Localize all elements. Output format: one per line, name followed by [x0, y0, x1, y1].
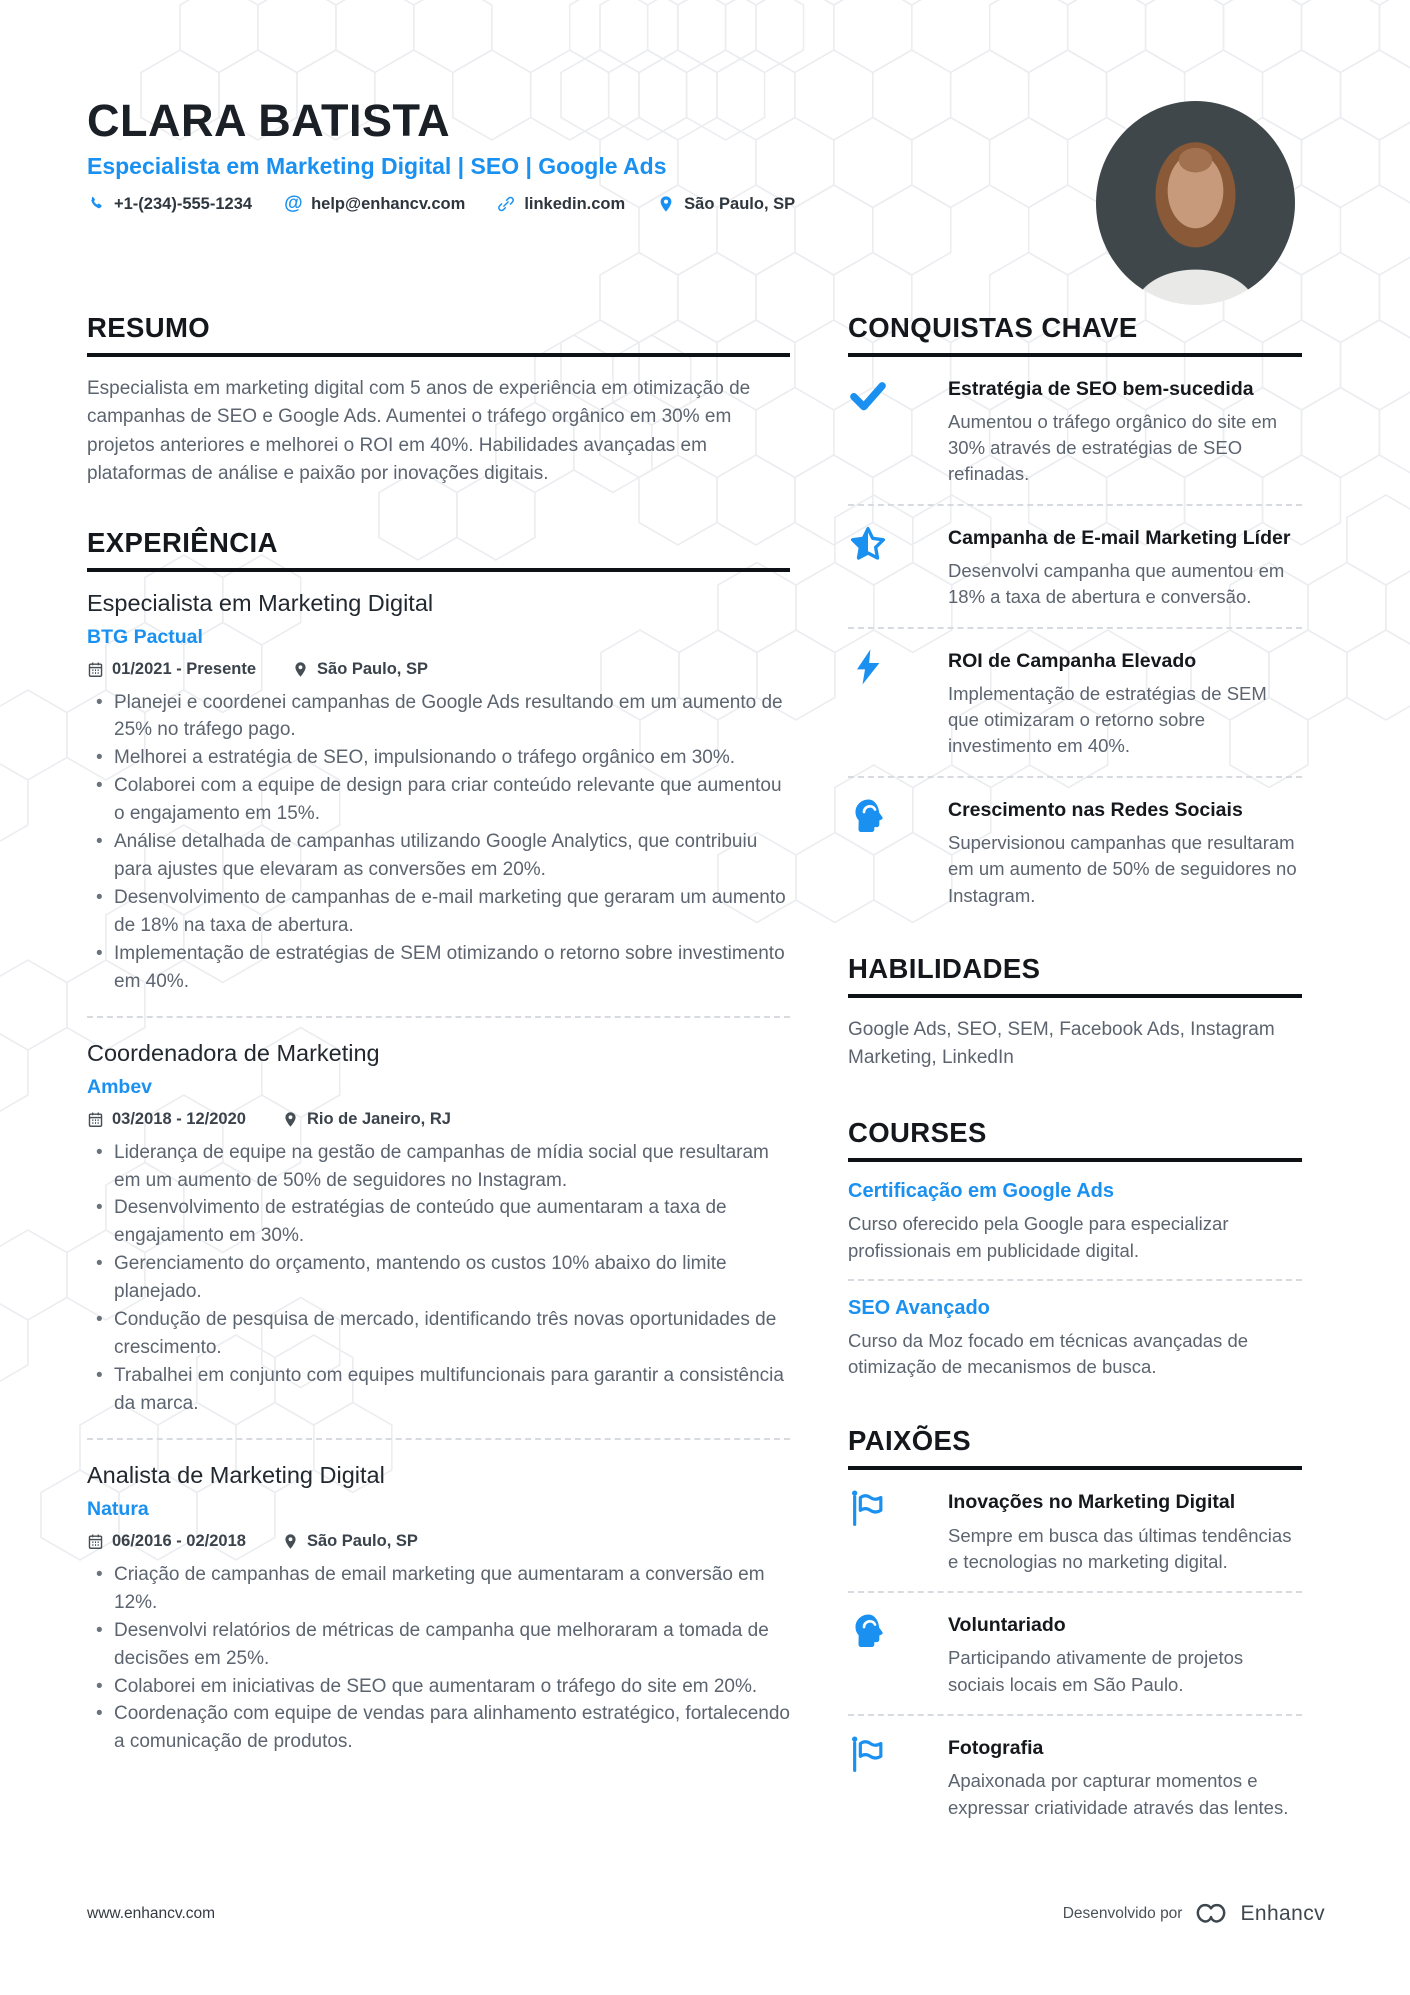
location-pin-icon	[657, 195, 675, 213]
job-company: Natura	[87, 1497, 149, 1520]
achievement-text: Aumentou o tráfego orgânico do site em 30% através de estratégias de SEO refinadas.	[948, 410, 1278, 485]
footer-site-link[interactable]: www.enhancv.com	[87, 1905, 216, 1922]
achievement-item	[848, 627, 1302, 760]
flag-icon	[848, 1488, 888, 1528]
job-bullet: • Melhorei a estratégia de SEO, impulsionando o tráfego orgânico em 30%.	[87, 744, 790, 772]
check-icon	[848, 375, 888, 415]
achievement-text: Desenvolvi campanha que aumentou em 18% a taxa de abertura e conversão.	[948, 560, 1285, 608]
job-title: Especialista em Marketing Digital	[87, 589, 434, 616]
job-bullet: • Desenvolvimento de campanhas de e-mail marketing que geraram um aumento de 18% na taxa de abertura.	[87, 884, 790, 940]
footer-developed-by: Desenvolvido por	[1062, 1905, 1183, 1922]
passion-list	[848, 1488, 1302, 1821]
contact-link[interactable]	[497, 195, 625, 214]
job-dates-label: 01/2021 - Presente	[112, 659, 257, 678]
enhancv-logo-icon	[1193, 1901, 1229, 1927]
job-meta	[87, 1532, 790, 1551]
contact-phone[interactable]	[87, 195, 252, 214]
passion-item	[848, 1714, 1302, 1821]
right-column	[848, 312, 1302, 1821]
paixoes-title: PAIXÕES	[848, 1425, 1302, 1470]
achievement-title: Campanha de E-mail Marketing Líder	[948, 526, 1291, 549]
job-bullet: • Trabalhei em conjunto com equipes multifuncionais para garantir a consistência da marca.	[87, 1362, 790, 1418]
contact-location	[657, 195, 795, 214]
job-location	[282, 1110, 451, 1129]
job-bullets	[87, 1561, 790, 1756]
passion-title: Fotografia	[948, 1736, 1044, 1759]
location-pin-icon	[292, 661, 309, 678]
resumo-title: RESUMO	[87, 312, 790, 357]
job-dates-label: 06/2016 - 02/2018	[112, 1531, 246, 1550]
flag-icon	[848, 1734, 888, 1774]
passion-text: Sempre em busca das últimas tendências e tecnologias no marketing digital.	[948, 1524, 1292, 1572]
contact-email[interactable]	[284, 195, 465, 214]
job-list	[87, 590, 790, 1757]
job-location-label: São Paulo, SP	[317, 659, 428, 678]
job-location	[292, 660, 428, 679]
habilidades-title: HABILIDADES	[848, 953, 1302, 998]
job-dates	[87, 660, 256, 679]
section-paixoes	[848, 1425, 1302, 1821]
candidate-name: CLARA BATISTA	[87, 95, 451, 146]
course-text: Curso oferecido pela Google para especializar profissionais em publicidade digital.	[848, 1212, 1229, 1261]
job-bullet: • Implementação de estratégias de SEM otimizando o retorno sobre investimento em 40%.	[87, 940, 790, 996]
job-location-label: Rio de Janeiro, RJ	[306, 1109, 451, 1128]
at-icon: @	[284, 193, 303, 214]
course-entry	[848, 1180, 1302, 1265]
section-resumo	[87, 312, 790, 489]
passion-text: Apaixonada por capturar momentos e expressar criatividade através das lentes.	[948, 1770, 1289, 1818]
contact-phone-label: +1-(234)-555-1234	[114, 194, 253, 213]
profile-photo	[1096, 101, 1295, 305]
link-icon	[497, 195, 515, 213]
habilidades-text: Google Ads, SEO, SEM, Facebook Ads, Instagram Marketing, LinkedIn	[848, 1018, 1275, 1069]
section-conquistas	[848, 312, 1302, 909]
passion-item	[848, 1488, 1302, 1575]
enhancv-wordmark: Enhancv	[1240, 1902, 1325, 1925]
achievement-title: ROI de Campanha Elevado	[948, 649, 1197, 672]
job-bullet: • Análise detalhada de campanhas utilizando Google Analytics, que contribuiu para ajustes que elevaram as conversões em 20%.	[87, 828, 790, 884]
phone-icon	[87, 195, 105, 213]
job-bullets	[87, 1139, 790, 1418]
job-title: Analista de Marketing Digital	[87, 1461, 385, 1488]
passion-item	[848, 1591, 1302, 1698]
achievement-title: Crescimento nas Redes Sociais	[948, 798, 1243, 821]
job-dates-label: 03/2018 - 12/2020	[112, 1109, 246, 1128]
passion-text: Participando ativamente de projetos sociais locais em São Paulo.	[948, 1647, 1244, 1695]
location-pin-icon	[282, 1111, 299, 1128]
passion-title: Inovações no Marketing Digital	[948, 1491, 1236, 1514]
course-title: SEO Avançado	[848, 1296, 990, 1319]
course-entry	[848, 1279, 1302, 1382]
achievement-item	[848, 504, 1302, 611]
achievement-text: Implementação de estratégias de SEM que otimizaram o retorno sobre investimento em 40%.	[948, 682, 1267, 757]
job-bullets	[87, 689, 790, 996]
location-pin-icon	[282, 1533, 299, 1550]
candidate-headline: Especialista em Marketing Digital | SEO | Google Ads	[87, 152, 667, 179]
contact-link-label: linkedin.com	[524, 194, 626, 213]
achievement-item	[848, 776, 1302, 909]
job-bullet: • Liderança de equipe na gestão de campanhas de mídia social que resultaram em um aumento de 50% de seguidores no Instagram.	[87, 1139, 790, 1195]
bolt-icon	[848, 647, 888, 687]
job-bullet: • Desenvolvi relatórios de métricas de campanha que melhoraram a tomada de decisões em 25%.	[87, 1617, 790, 1673]
job-location	[282, 1532, 418, 1551]
head-icon	[848, 796, 888, 836]
section-habilidades	[848, 953, 1302, 1073]
job-meta	[87, 1110, 790, 1129]
course-title: Certificação em Google Ads	[848, 1179, 1114, 1202]
job-bullet: • Colaborei com a equipe de design para criar conteúdo relevante que aumentou o engajamento em 15%.	[87, 772, 790, 828]
left-column	[87, 312, 790, 1757]
job-dates	[87, 1110, 246, 1129]
experiencia-title: EXPERIÊNCIA	[87, 527, 790, 572]
job-location-label: São Paulo, SP	[306, 1531, 418, 1550]
job-meta	[87, 660, 790, 679]
contact-email-label: help@enhancv.com	[311, 194, 466, 213]
footer	[87, 1901, 1325, 1927]
contact-location-label: São Paulo, SP	[684, 194, 796, 213]
job-dates	[87, 1532, 246, 1551]
job-bullet: • Coordenação com equipe de vendas para alinhamento estratégico, fortalecendo a comunicação de produtos.	[87, 1700, 790, 1756]
head-icon	[848, 1611, 888, 1651]
job-bullet: • Condução de pesquisa de mercado, identificando três novas oportunidades de crescimento.	[87, 1306, 790, 1362]
section-experiencia	[87, 527, 790, 1757]
calendar-icon	[87, 661, 104, 678]
job-company: Ambev	[87, 1075, 153, 1098]
achievement-item	[848, 375, 1302, 488]
achievement-text: Supervisionou campanhas que resultaram em um aumento de 50% de seguidores no Instagram.	[948, 832, 1297, 906]
job-title: Coordenadora de Marketing	[87, 1039, 380, 1066]
courses-title: COURSES	[848, 1117, 1302, 1162]
achievement-title: Estratégia de SEO bem-sucedida	[948, 377, 1254, 400]
passion-title: Voluntariado	[948, 1614, 1066, 1637]
job-bullet: • Gerenciamento do orçamento, mantendo os custos 10% abaixo do limite planejado.	[87, 1250, 790, 1306]
conquistas-title: CONQUISTAS CHAVE	[848, 312, 1302, 357]
achievement-list	[848, 375, 1302, 909]
job-bullet: • Planejei e coordenei campanhas de Google Ads resultando em um aumento de 25% no tráfego pago.	[87, 689, 790, 745]
calendar-icon	[87, 1111, 104, 1128]
course-text: Curso da Moz focado em técnicas avançadas de otimização de mecanismos de busca.	[848, 1329, 1249, 1378]
section-courses	[848, 1117, 1302, 1381]
job-entry	[87, 1016, 790, 1418]
footer-branding[interactable]	[1063, 1901, 1325, 1927]
resumo-text: Especialista em marketing digital com 5 anos de experiência em otimização de campanhas de SEO e Google Ads. Aumentei o tráfego orgânico em 30% em projetos anteriores e melhorei o ROI em 40%. Habilidades avançadas em plataformas de análise e paixão por inovações digitais.	[87, 377, 751, 484]
job-bullet: • Colaborei em iniciativas de SEO que aumentaram o tráfego do site em 20%.	[87, 1673, 790, 1701]
job-bullet: • Criação de campanhas de email marketing que aumentaram a conversão em 12%.	[87, 1561, 790, 1617]
course-list	[848, 1180, 1302, 1381]
job-entry	[87, 1438, 790, 1756]
job-company: BTG Pactual	[87, 625, 203, 648]
job-bullet: • Desenvolvimento de estratégias de conteúdo que aumentaram a taxa de engajamento em 30%.	[87, 1194, 790, 1250]
job-entry	[87, 590, 790, 996]
star-icon	[848, 524, 888, 564]
calendar-icon	[87, 1533, 104, 1550]
